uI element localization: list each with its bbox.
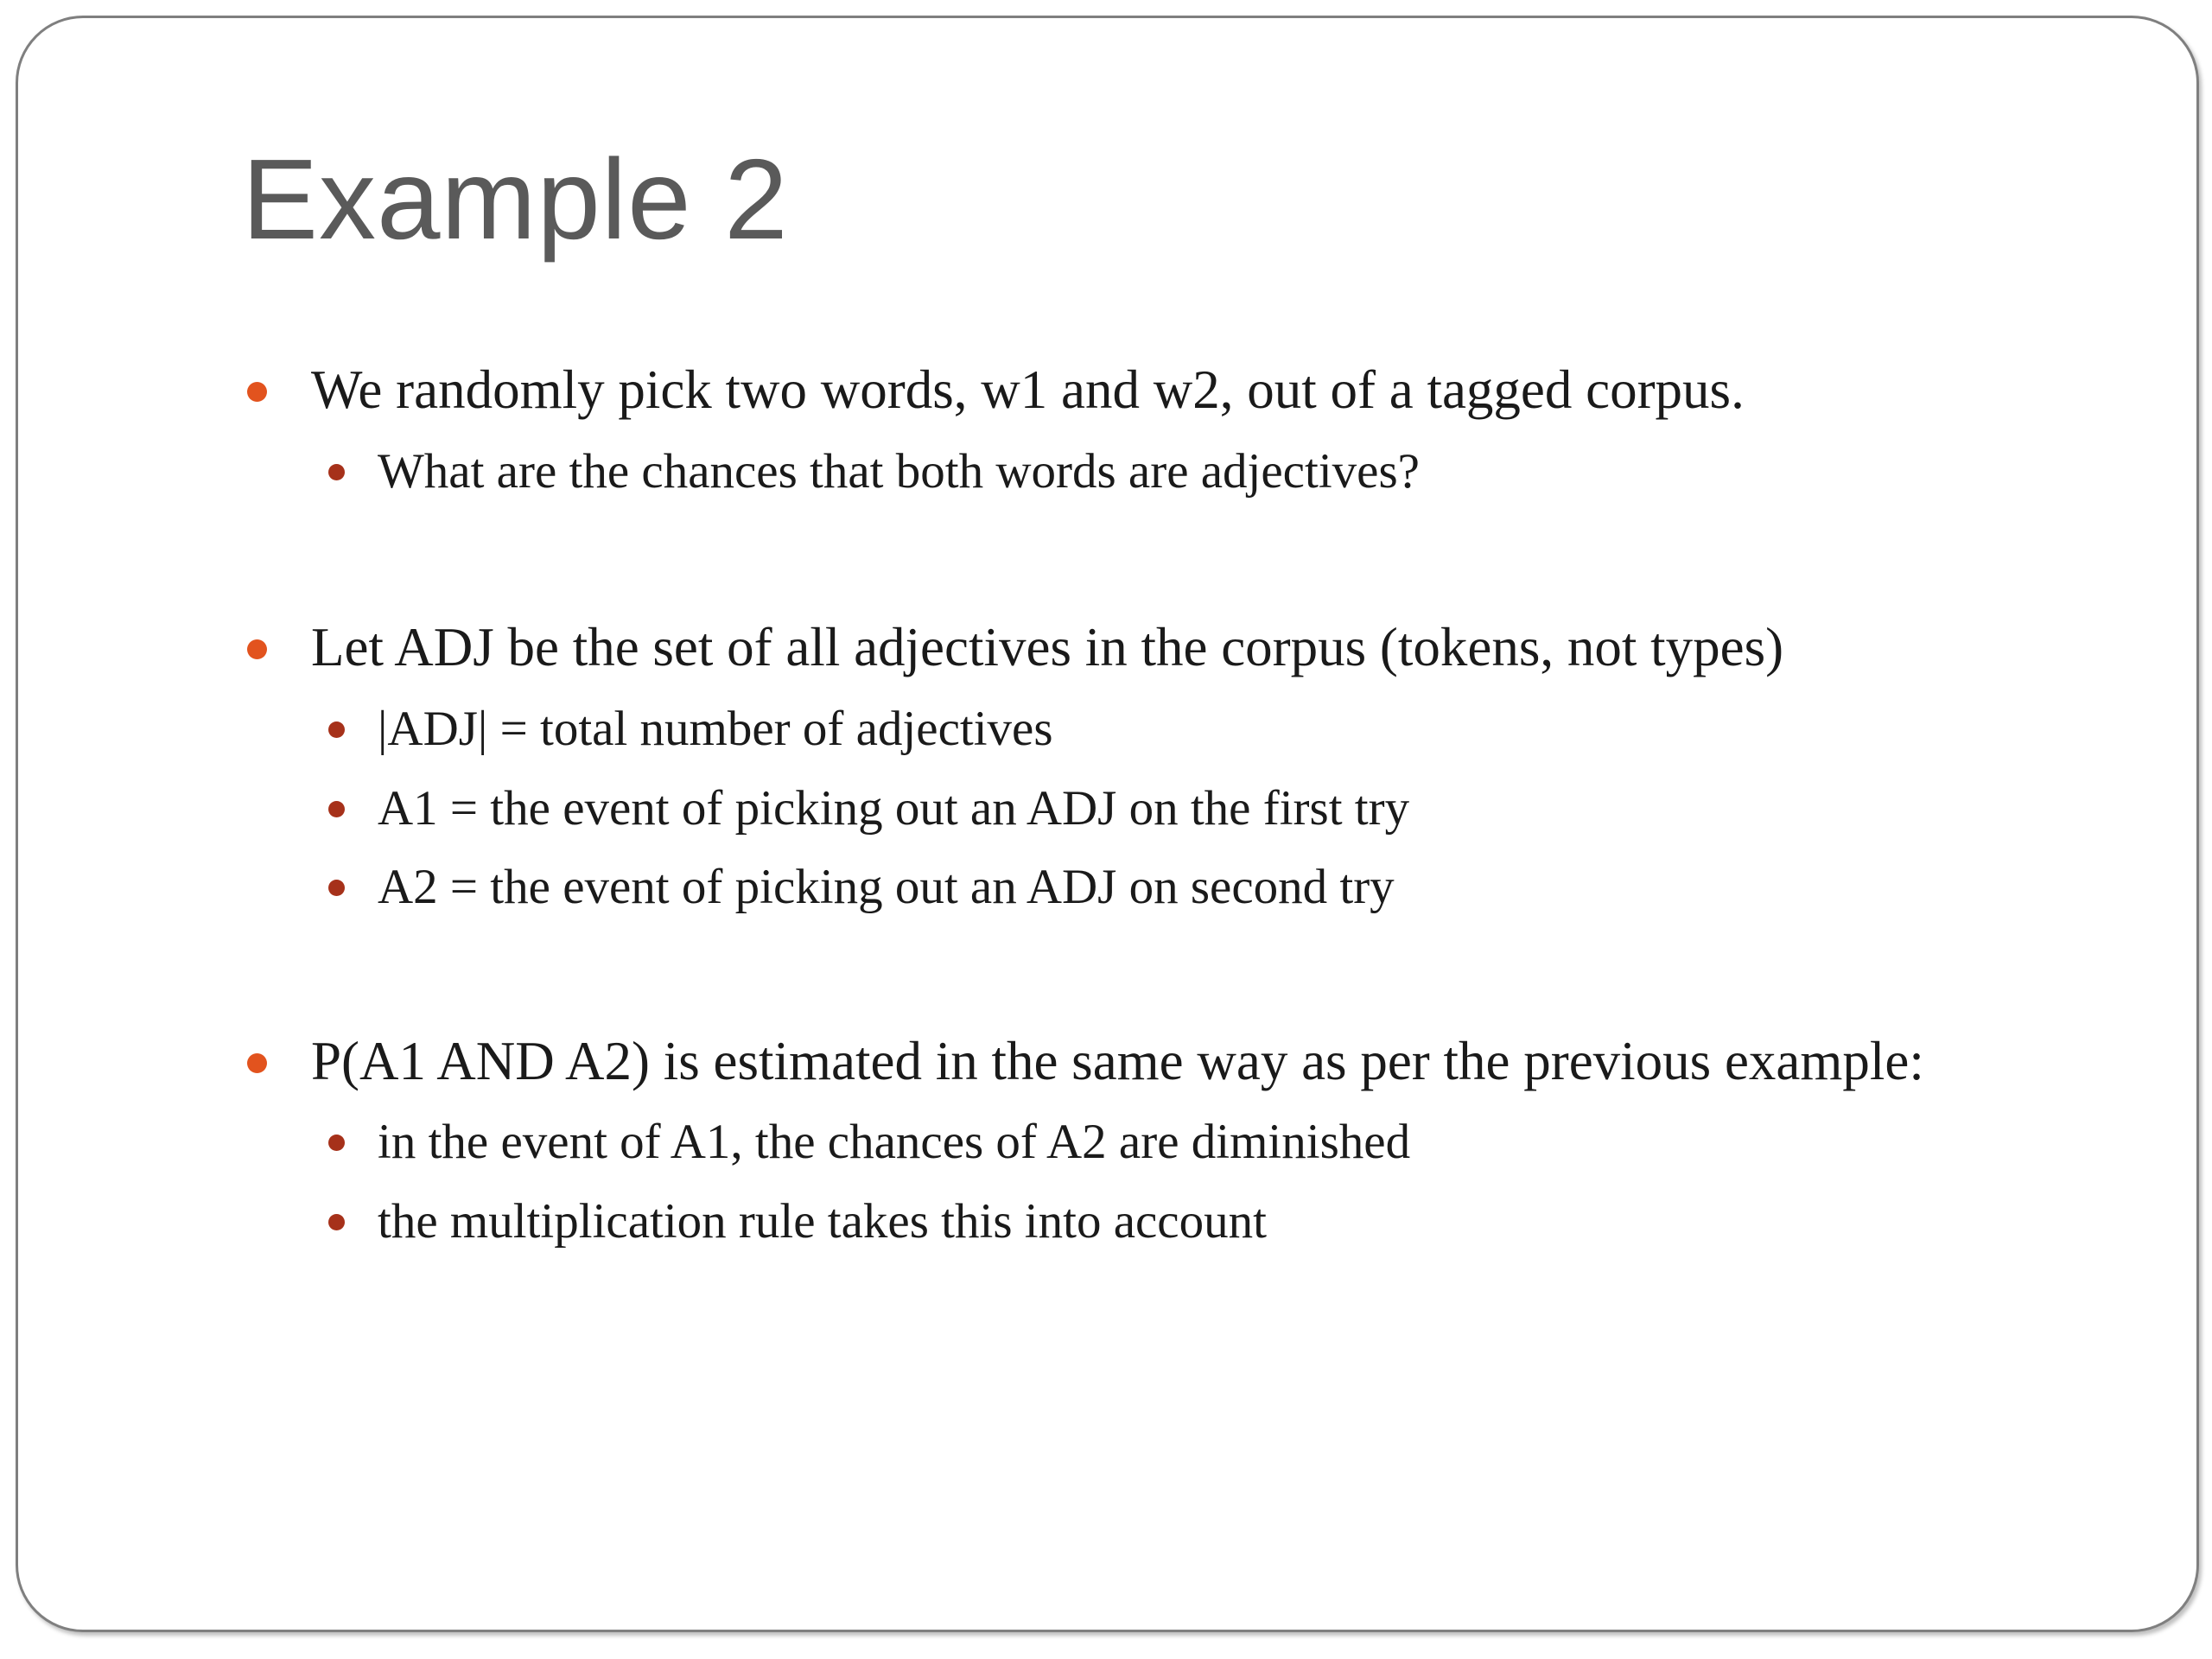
bullet-3-text: P(A1 AND A2) is estimated in the same way as per the previous example:: [311, 1031, 1924, 1091]
bullet-dot-icon: [247, 382, 267, 402]
sub-bullet-dot-icon: [328, 801, 345, 817]
bullet-3: [311, 1031, 1924, 1091]
sub-bullet-dot-icon: [328, 880, 345, 896]
bullet-1: [311, 359, 1745, 420]
bullet-3-sub-2-text: the multiplication rule takes this into account: [378, 1194, 1267, 1249]
bullet-3-sub-1-text: in the event of A1, the chances of A2 are diminished: [378, 1115, 1411, 1169]
bullet-2-sub-3-text: A2 = the event of picking out an ADJ on second try: [378, 860, 1395, 914]
bullet-2-sub-2-text: A1 = the event of picking out an ADJ on the first try: [378, 781, 1410, 836]
bullet-2-sub-2: [378, 781, 1410, 836]
bullet-dot-icon: [247, 1053, 267, 1073]
bullet-dot-icon: [247, 639, 267, 659]
bullet-2-sub-1-text: |ADJ| = total number of adjectives: [378, 702, 1053, 756]
sub-bullet-dot-icon: [328, 1214, 345, 1230]
bullet-3-sub-1: [378, 1115, 1411, 1169]
bullet-1-sub-1-text: What are the chances that both words are adjectives?: [378, 444, 1420, 499]
bullet-2-sub-1: [378, 702, 1053, 756]
bullet-2-text: Let ADJ be the set of all adjectives in the corpus (tokens, not types): [311, 617, 1784, 677]
sub-bullet-dot-icon: [328, 721, 345, 738]
sub-bullet-dot-icon: [328, 1135, 345, 1151]
slide-title: Example 2: [242, 136, 789, 263]
sub-bullet-dot-icon: [328, 464, 345, 480]
bullet-2: [311, 617, 1784, 677]
bullet-1-text: We randomly pick two words, w1 and w2, out of a tagged corpus.: [311, 359, 1745, 420]
bullet-1-sub-1: [378, 444, 1420, 499]
bullet-3-sub-2: [378, 1194, 1267, 1249]
bullet-2-sub-3: [378, 862, 1395, 912]
